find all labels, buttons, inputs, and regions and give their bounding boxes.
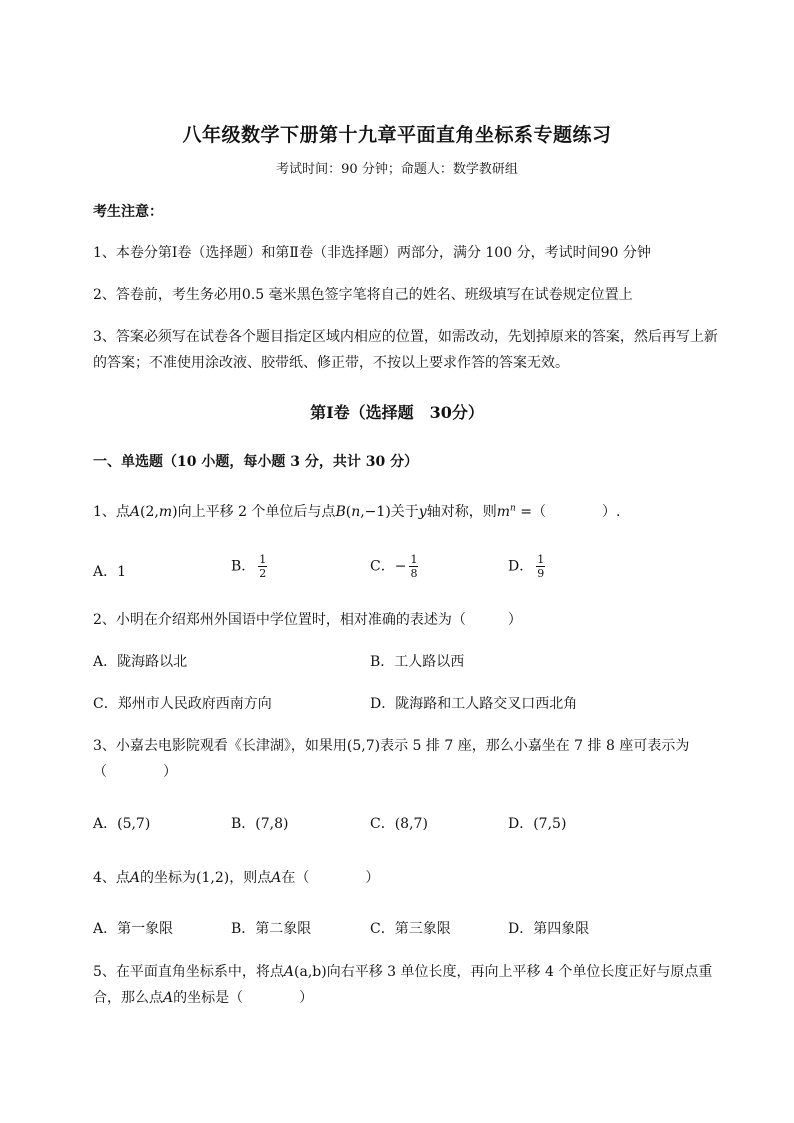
question-1-option-c: C．− $\frac{1}{8}$ — [370, 553, 418, 580]
question-3-option-d: D．(7,5) — [508, 816, 567, 832]
notice-heading: 考生注意： — [93, 204, 163, 220]
question-4-option-d: D．第四象限 — [508, 921, 590, 937]
question-3-option-b: B．(7,8) — [231, 816, 289, 832]
question-4-option-b: B．第二象限 — [231, 921, 312, 937]
question-2-option-b: B．工人路以西 — [370, 654, 465, 670]
question-4-option-c: C．第三象限 — [370, 921, 451, 937]
page-title: 八年级数学下册第十九章平面直角坐标系专题练习 — [182, 124, 612, 146]
question-2-stem: 2、小明在介绍郑州外国语中学位置时，相对准确的表述为（ ） — [93, 612, 522, 628]
notice-item-1: 1、本卷分第Ⅰ卷（选择题）和第Ⅱ卷（非选择题）两部分，满分 100 分，考试时间90 分钟 — [93, 245, 651, 261]
question-2-option-a: A．陇海路以北 — [93, 654, 188, 670]
question-1-option-b: B． $\frac{1}{2}$ — [231, 553, 267, 580]
question-3-option-a: A．(5,7) — [93, 816, 151, 832]
question-3-stem: 3、小嘉去电影院观看《长津湖》，如果用(5,7)表示 5 排 7 座，那么小嘉坐在 7 排 8 座可表示为 — [93, 738, 690, 754]
question-4-option-a: A．第一象限 — [93, 921, 174, 937]
question-1-stem: 1、点A(2,m)向上平移 2 个单位后与点B(n,−1)关于y轴对称，则$m^n$ =（ ）. — [93, 503, 621, 520]
section-title: 第Ⅰ卷（选择题 30分） — [310, 403, 484, 422]
question-2-option-c: C．郑州市人民政府西南方向 — [93, 696, 272, 712]
question-4-stem: 4、点A的坐标为(1,2)，则点A在（ ） — [93, 870, 380, 886]
question-2-option-d: D．陇海路和工人路交叉口西北角 — [370, 696, 578, 712]
notice-item-2: 2、答卷前，考生务必用0.5 毫米黑色签字笔将自己的姓名、班级填写在试卷规定位置上 — [93, 287, 633, 303]
part-title: 一、单选题（10 小题，每小题 3 分，共计 30 分） — [93, 454, 419, 470]
question-1-option-d: D． $\frac{1}{9}$ — [508, 553, 545, 580]
question-1-option-a: A．1 — [93, 564, 127, 580]
notice-item-3: 3、答案必须写在试卷各个题目指定区域内相应的位置，如需改动，先划掉原来的答案，然后再写上新 — [93, 329, 718, 345]
question-5-stem-cont: 合，那么点A的坐标是（ ） — [93, 990, 314, 1006]
question-3-option-c: C．(8,7) — [370, 816, 428, 832]
page-subtitle: 考试时间：90 分钟；命题人：数学教研组 — [276, 162, 518, 177]
notice-item-3-cont: 的答案；不准使用涂改液、胶带纸、修正带，不按以上要求作答的答案无效。 — [93, 355, 569, 371]
question-3-stem-cont: （ ） — [93, 764, 177, 780]
question-5-stem: 5、在平面直角坐标系中，将点A(a,b)向右平移 3 单位长度，再向上平移 4 个单位长度正好与原点重 — [93, 964, 713, 980]
